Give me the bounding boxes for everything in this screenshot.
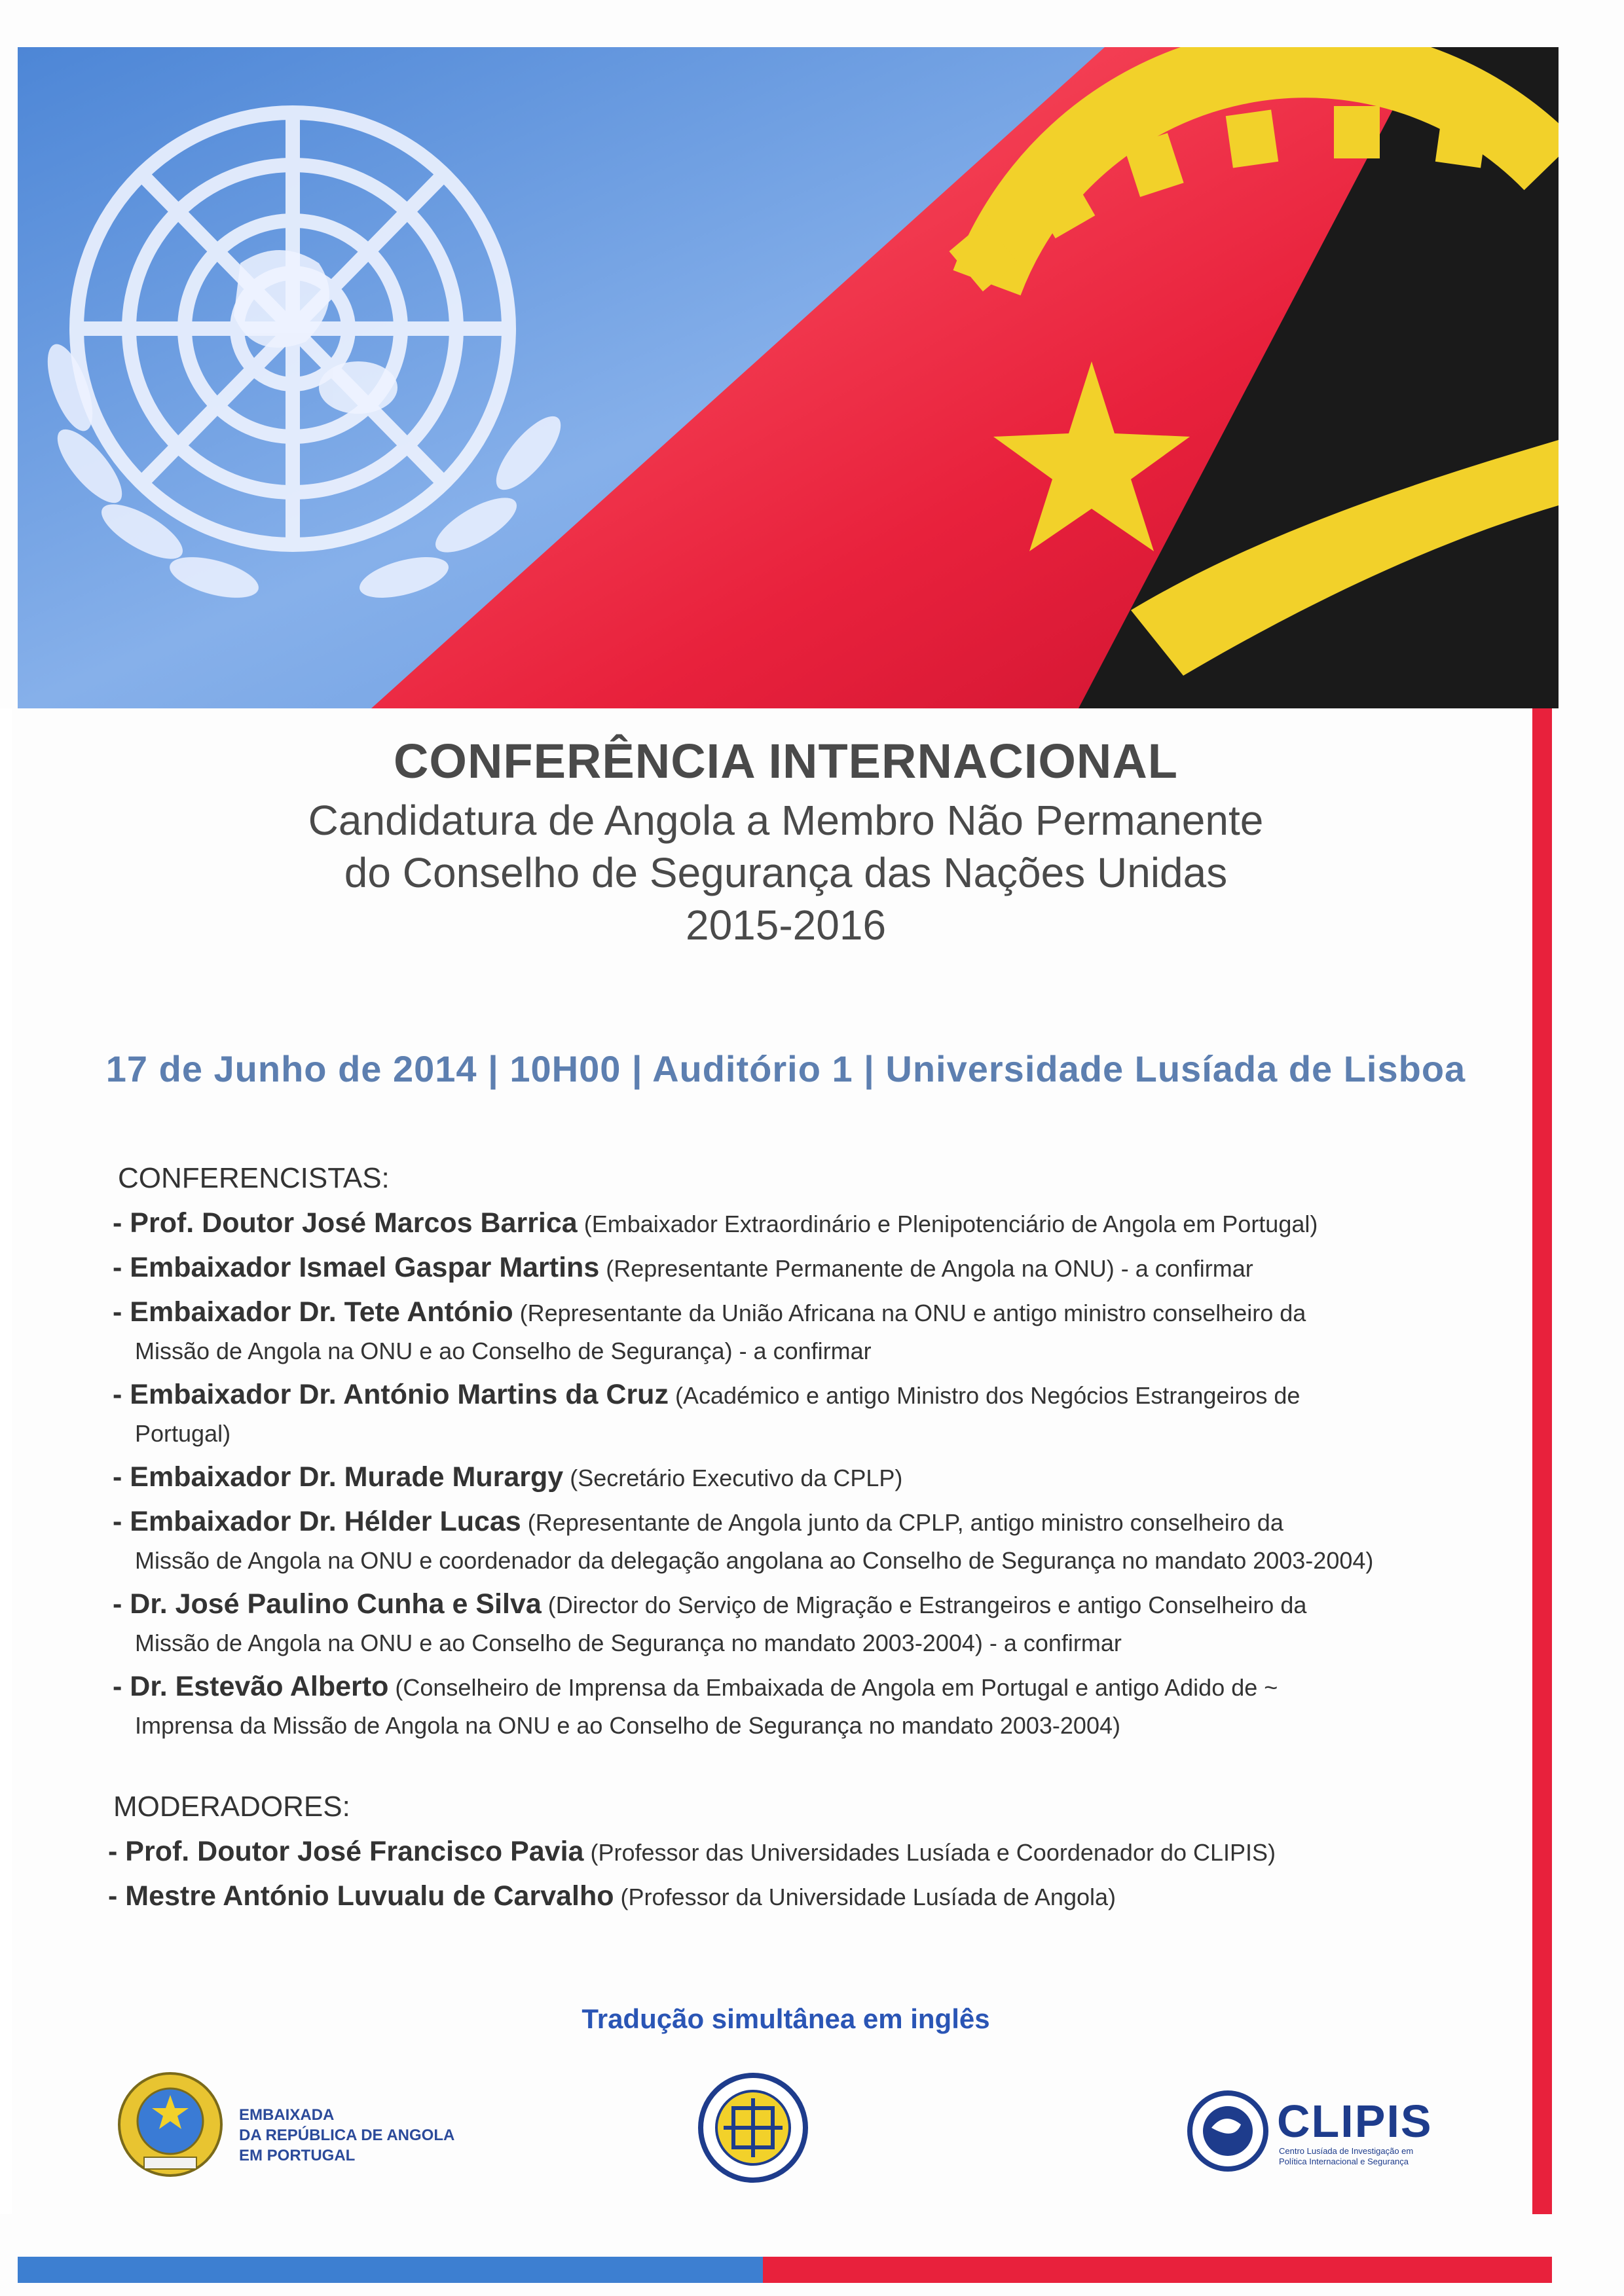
speaker-name: Prof. Doutor José Marcos Barrica	[130, 1207, 578, 1239]
moderator-desc: (Professor das Universidades Lusíada e Coordenador do CLIPIS)	[590, 1839, 1276, 1866]
speaker-name: Embaixador Dr. Hélder Lucas	[130, 1506, 521, 1537]
speaker-desc-cont: Missão de Angola na ONU e ao Conselho de Segurança no mandato 2003-2004) - a confirmar	[135, 1630, 1122, 1656]
embassy-line: EM PORTUGAL	[239, 2147, 356, 2164]
embassy-name	[239, 2105, 454, 2166]
speaker-desc-cont: Imprensa da Missão de Angola na ONU e ao Conselho de Segurança no mandato 2003-2004)	[135, 1712, 1120, 1739]
flags-banner	[18, 47, 1559, 708]
speaker-name: Dr. Estevão Alberto	[130, 1671, 389, 1702]
speaker-item: - Embaixador Dr. Hélder Lucas (Representante de Angola junto da CPLP, antigo ministro conselheiro da Missão de Angola na ONU e coordenador da delegação angolana ao Conselho de Segurança no mandato 2003-2004)	[113, 1503, 1514, 1580]
red-side-stripe	[1532, 708, 1552, 2214]
subtitle-line: Candidatura de Angola a Membro Não Permanente	[308, 797, 1264, 844]
speaker-desc-cont: Missão de Angola na ONU e coordenador da delegação angolana ao Conselho de Segurança no mandato 2003-2004)	[135, 1547, 1374, 1574]
speaker-desc: (Representante da União Africana na ONU e antigo ministro conselheiro da	[519, 1300, 1306, 1326]
speaker-item: - Embaixador Ismael Gaspar Martins (Representante Permanente de Angola na ONU) - a confirmar	[113, 1252, 1253, 1283]
speaker-name: Embaixador Dr. António Martins da Cruz	[130, 1379, 669, 1410]
bottom-bar-blue	[18, 2257, 763, 2283]
speaker-desc: (Secretário Executivo da CPLP)	[570, 1465, 903, 1491]
speakers-label: CONFERENCISTAS:	[118, 1162, 390, 1194]
translation-notice: Tradução simultânea em inglês	[581, 2003, 990, 2034]
subtitle-line: 2015-2016	[685, 902, 887, 949]
speaker-name: Dr. José Paulino Cunha e Silva	[130, 1588, 542, 1620]
speaker-desc: (Representante de Angola junto da CPLP, antigo ministro conselheiro da	[527, 1509, 1283, 1536]
speakers-section	[113, 1162, 1514, 1750]
moderator-item: - Mestre António Luvualu de Carvalho (Professor da Universidade Lusíada de Angola)	[108, 1880, 1116, 1912]
clipis-sub-line: Centro Lusíada de Investigação em	[1279, 2146, 1414, 2156]
clipis-sub-line: Política Internacional e Segurança	[1279, 2157, 1409, 2166]
speaker-name: Embaixador Dr. Murade Murargy	[130, 1461, 564, 1493]
conference-title: CONFERÊNCIA INTERNACIONAL	[393, 734, 1178, 788]
title-block	[79, 733, 1493, 951]
speaker-desc-cont: Missão de Angola na ONU e ao Conselho de Segurança) - a confirmar	[135, 1338, 872, 1364]
moderator-name: Mestre António Luvualu de Carvalho	[125, 1880, 614, 1912]
speaker-item: - Prof. Doutor José Marcos Barrica (Embaixador Extraordinário e Plenipotenciário de Angola em Portugal)	[113, 1207, 1318, 1239]
speaker-item: - Embaixador Dr. Tete António (Representante da União Africana na ONU e antigo ministro conselheiro da Missão de Angola na ONU e ao Conselho de Segurança) - a confirmar	[113, 1293, 1514, 1370]
moderator-desc: (Professor da Universidade Lusíada de Angola)	[620, 1884, 1116, 1910]
bottom-bar-red	[763, 2257, 1552, 2283]
left-margin	[0, 708, 12, 2214]
speaker-item: - Dr. Estevão Alberto (Conselheiro de Imprensa da Embaixada de Angola em Portugal e antigo Adido de ~ Imprensa da Missão de Angola na ONU e ao Conselho de Segurança no mandato 2003-2004)	[113, 1667, 1514, 1745]
angola-coat-of-arms-icon	[115, 2069, 226, 2183]
flags-banner-graphic	[18, 47, 1559, 708]
speaker-name: Embaixador Ismael Gaspar Martins	[130, 1252, 600, 1283]
speaker-desc: (Conselheiro de Imprensa da Embaixada de Angola em Portugal e antigo Adido de ~	[395, 1674, 1278, 1701]
speaker-desc-cont: Portugal)	[135, 1420, 231, 1447]
speaker-desc: (Director do Serviço de Migração e Estrangeiros e antigo Conselheiro da	[547, 1592, 1307, 1618]
speaker-name: Embaixador Dr. Tete António	[130, 1296, 513, 1328]
clipis-name: CLIPIS	[1277, 2096, 1433, 2147]
speaker-desc: (Embaixador Extraordinário e Plenipotenciário de Angola em Portugal)	[583, 1211, 1318, 1237]
speaker-item: - Dr. José Paulino Cunha e Silva (Director do Serviço de Migração e Estrangeiros e antigo Conselheiro da Missão de Angola na ONU e ao Conselho de Segurança no mandato 2003-2004) - a confirmar	[113, 1585, 1514, 1662]
speaker-item: - Embaixador Dr. António Martins da Cruz (Académico e antigo Ministro dos Negócios Estrangeiros de Portugal)	[113, 1376, 1514, 1453]
embassy-line: EMBAIXADA	[239, 2106, 335, 2124]
moderators-section	[108, 1791, 1509, 1922]
moderators-label: MODERADORES:	[113, 1791, 350, 1823]
event-details: 17 de Junho de 2014 | 10H00 | Auditório 1 | Universidade Lusíada de Lisboa	[105, 1048, 1466, 1089]
clipis-globe-icon	[1185, 2088, 1270, 2177]
conference-subtitle	[79, 794, 1493, 951]
moderator-item: - Prof. Doutor José Francisco Pavia (Professor das Universidades Lusíada e Coordenador do CLIPIS)	[108, 1836, 1276, 1867]
moderator-name: Prof. Doutor José Francisco Pavia	[125, 1836, 584, 1867]
speaker-item: - Embaixador Dr. Murade Murargy (Secretário Executivo da CPLP)	[113, 1461, 903, 1493]
clipis-subtitle	[1279, 2146, 1436, 2167]
embassy-line: DA REPÚBLICA DE ANGOLA	[239, 2126, 455, 2144]
lusiada-seal-icon	[697, 2072, 809, 2187]
subtitle-line: do Conselho de Segurança das Nações Unidas	[344, 849, 1228, 896]
speaker-desc: (Representante Permanente de Angola na ONU) - a confirmar	[606, 1255, 1253, 1282]
speaker-desc: (Académico e antigo Ministro dos Negócios Estrangeiros de	[674, 1382, 1301, 1409]
